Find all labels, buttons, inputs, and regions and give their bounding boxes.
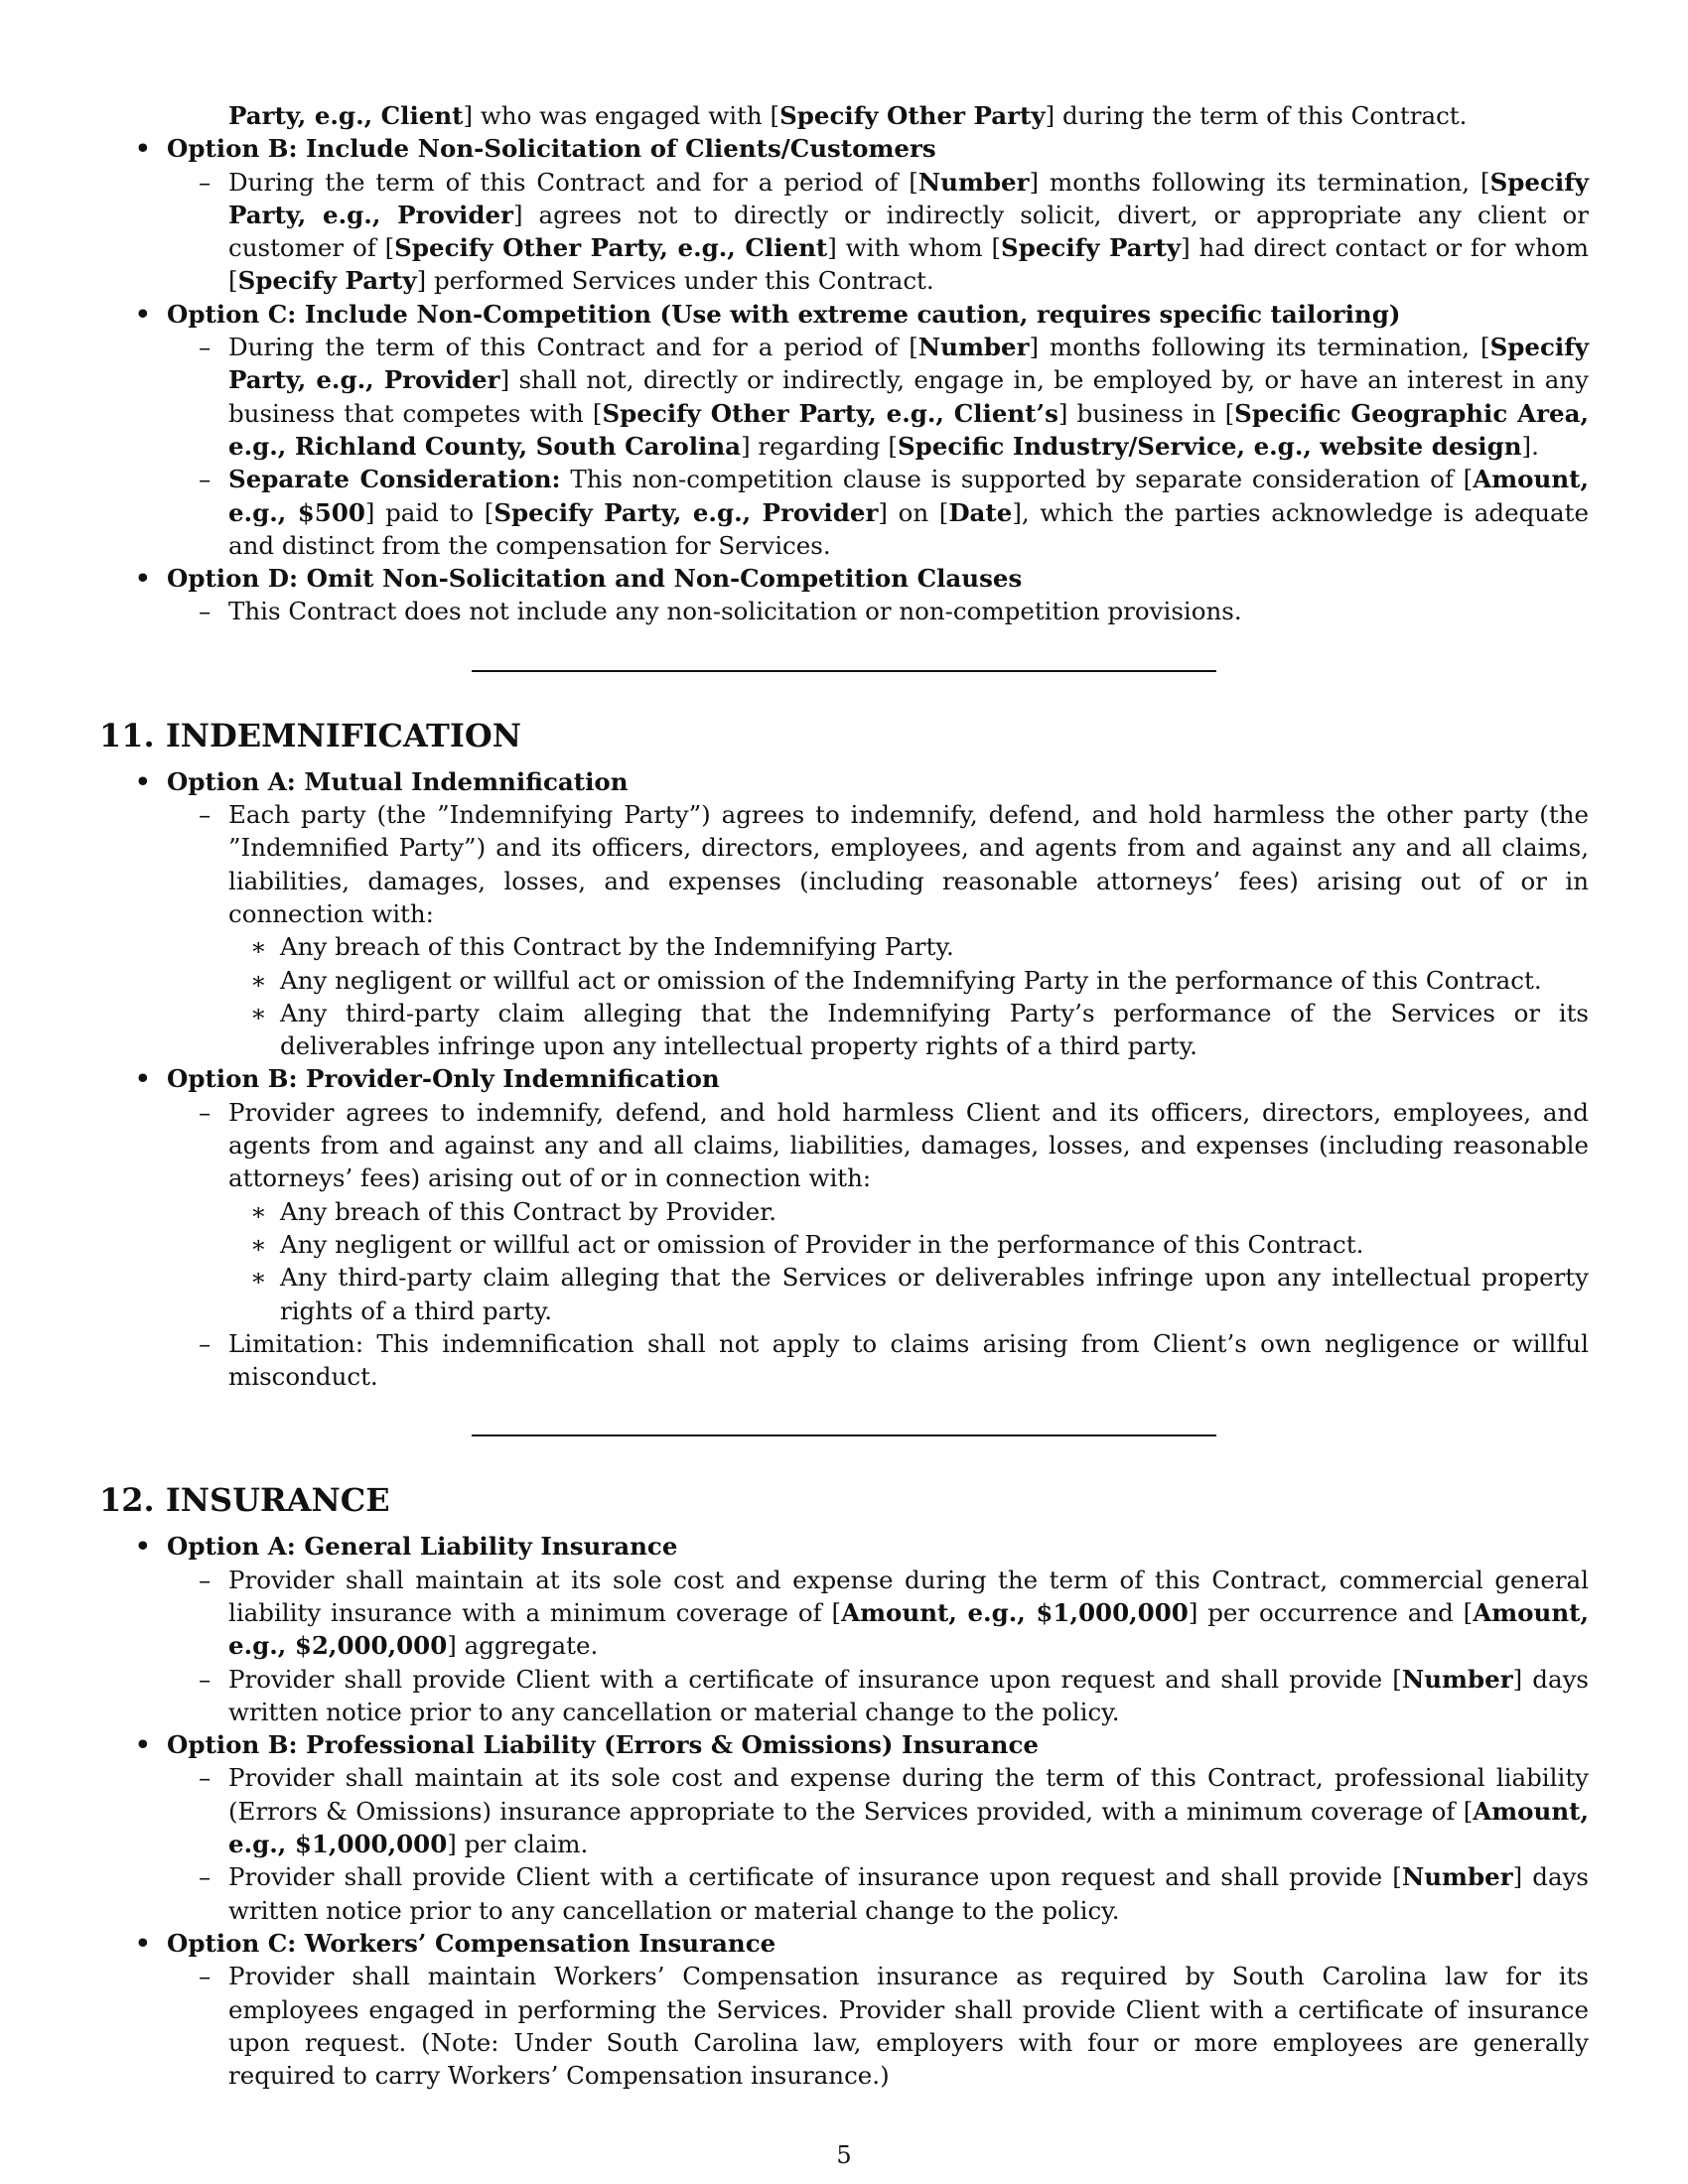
continuation-text: Party, e.g., Client] who was engaged with [Specify Other Party] during the term of this Contract. [228,101,1468,130]
option-item: – Provider shall maintain at its sole cost and expense during the term of this Contract, commercial general liability insurance with a minimum coverage of [Amount, e.g., $1,000,000] per occurrence and [Amount, e.g., $2,000,000] aggregate. [199,1565,1589,1661]
page-number: 5 [836,2141,852,2169]
sub-item: ∗ Any third-party claim alleging that the Services or deliverables infringe upon any intellectual property rights of a third party. [250,1263,1589,1325]
sub-item: ∗ Any negligent or willful act or omission of the Indemnifying Party in the performance of this Contract. [250,965,1542,995]
option-title: • Option D: Omit Non-Solicitation and Non-Competition Clauses [135,564,1023,594]
option-title: • Option B: Include Non-Solicitation of Clients/Customers [135,134,936,164]
document-page [99,99,1589,2092]
section-divider [472,1434,1216,1436]
option-item: – Separate Consideration: This non-competition clause is supported by separate consideration of [Amount, e.g., $500] paid to [Specify Party, e.g., Provider] on [Date], which the parties acknowledge is adequate and distinct from the compensation for Services. [199,465,1590,560]
sub-item: ∗ Any breach of this Contract by the Indemnifying Party. [250,932,954,962]
option-item: – Provider agrees to indemnify, defend, and hold harmless Client and its officers, directors, employees, and agents from and against any and all claims, liabilities, damages, losses, and expenses (including reasonable attorneys’ fees) arising out of or in connection with: [199,1097,1589,1193]
option-title: • Option B: Professional Liability (Errors & Omissions) Insurance [135,1730,1039,1760]
option-item: – Limitation: This indemnification shall not apply to claims arising from Client’s own negligence or willful misconduct. [199,1328,1589,1392]
option-item: – During the term of this Contract and for a period of [Number] months following its termination, [Specify Party, e.g., Provider] shall not, directly or indirectly, engage in, be employed by, or have an interest in any business that competes with [Specify Other Party, e.g., Client’s] business in [Specific Geographic Area, e.g., Richland County, South Carolina] regarding [Specific Industry/Service, e.g., website design]. [199,333,1590,461]
section-heading: 11. INDEMNIFICATION [99,716,521,754]
option-item: – Provider shall provide Client with a certificate of insurance upon request and shall provide [Number] days written notice prior to any cancellation or material change to the policy. [199,1664,1589,1726]
option-item: – Each party (the ”Indemnifying Party”) agrees to indemnify, defend, and hold harmless the other party (the ”Indemnified Party”) and its officers, directors, employees, and agents from and against any and all claims, liabilities, damages, losses, and expenses (including reasonable attorneys’ fees) arising out of or in connection with: [199,800,1589,928]
option-item: – During the term of this Contract and for a period of [Number] months following its termination, [Specify Party, e.g., Provider] agrees not to directly or indirectly solicit, divert, or appropriate any client or customer of [Specify Other Party, e.g., Client] with whom [Specify Party] had direct contact or for whom [Specify Party] performed Services under this Contract. [199,167,1590,296]
option-title: • Option A: Mutual Indemnification [135,766,629,796]
option-item: – Provider shall provide Client with a certificate of insurance upon request and shall provide [Number] days written notice prior to any cancellation or material change to the policy. [199,1862,1589,1925]
option-title: • Option B: Provider-Only Indemnification [135,1064,720,1094]
option-title: • Option C: Workers’ Compensation Insurance [135,1928,776,1958]
option-item: – Provider shall maintain at its sole cost and expense during the term of this Contract, professional liability (Errors & Omissions) insurance appropriate to the Services provided, with a minimum coverage of [Amount, e.g., $1,000,000] per claim. [199,1763,1589,1859]
option-item: – This Contract does not include any non-solicitation or non-competition provisions. [199,597,1242,626]
option-title: • Option A: General Liability Insurance [135,1532,678,1562]
option-item: – Provider shall maintain Workers’ Compensation insurance as required by South Carolina law for its employees engaged in performing the Services. Provider shall provide Client with a certificate of insurance upon request. (Note: Under South Carolina law, employers with four or more employees are generally required to carry Workers’ Compensation insurance.) [199,1962,1589,2091]
option-title: • Option C: Include Non-Competition (Use with extreme caution, requires specific tailoring) [135,299,1401,329]
sub-item: ∗ Any negligent or willful act or omission of Provider in the performance of this Contract. [250,1229,1364,1259]
sub-item: ∗ Any breach of this Contract by Provider. [250,1196,777,1226]
section-heading: 12. INSURANCE [99,1481,390,1520]
section-divider [472,670,1216,672]
sub-item: ∗ Any third-party claim alleging that the Indemnifying Party’s performance of the Services or its deliverables infringe upon any intellectual property rights of a third party. [250,998,1589,1061]
